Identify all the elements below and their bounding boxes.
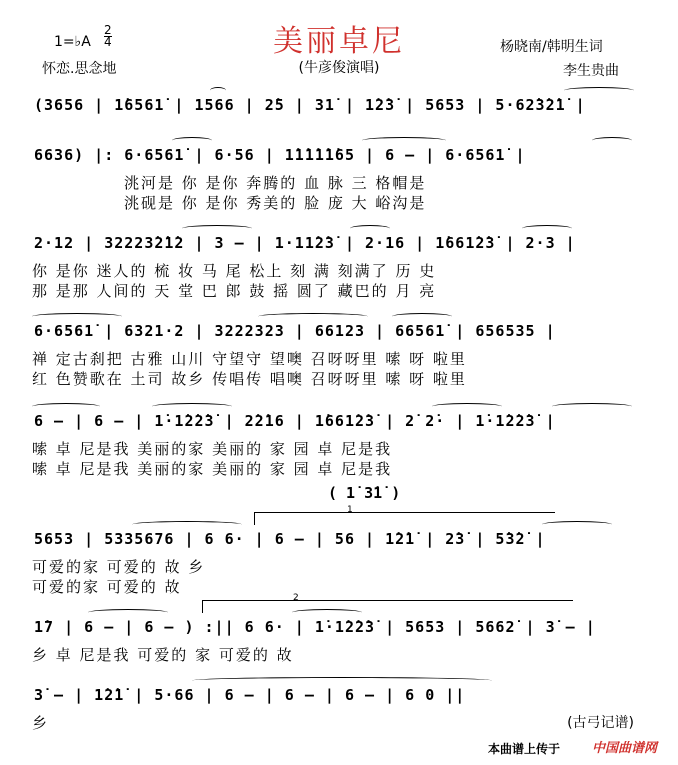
slur (522, 225, 572, 232)
slur (432, 403, 502, 410)
notes: 6·6561̇ | 6321·2 | 3222323 | 66123 | 66561̇ | 656535 | (34, 322, 556, 340)
slur (88, 609, 168, 616)
notes: 6 – | 6 – | 1̇·1̇2̇2̇3̇ | 2̇2̇16 | 1̇661̇2̇3̇ | 2̇ 2̇· | 1̇·1̇2̇2̇3̇ | (34, 412, 556, 430)
expression-mark: 怀恋.思念地 (42, 61, 117, 77)
slur (172, 137, 212, 144)
slur (362, 137, 446, 144)
slur (258, 313, 368, 320)
notes: 6636) |: 6·6561̇ | 6·56 | 1̇1̇1̇1̇1̇65 | 6 – | 6·6561̇ | (34, 146, 526, 164)
lyric-verse-2: 嗦 卓 尼是我 美丽的家 美丽的 家 园 卓 尼是我 (32, 460, 393, 478)
volta-number: 1 (347, 505, 353, 515)
lyric-verse-2: 那 是那 人间的 天 堂 巴 郎 鼓 摇 圆了 藏巴的 月 亮 (32, 282, 437, 300)
transcriber-note: (古弓记谱) (567, 715, 634, 731)
lyricist-credit: 杨晓南/韩明生词 (500, 39, 603, 55)
slur (392, 313, 452, 320)
slur (350, 225, 390, 232)
notation-line (32, 618, 646, 642)
lyric-verse-1: 乡 卓 尼是我 可爱的 家 可爱的 故 (32, 646, 294, 664)
slur (564, 87, 634, 94)
notes: 5653 | 5335676 | 6 6· | 6 – | 56 | 1̇2̇1̇ | 2̇3̇ | 5̇3̇2̇ | (34, 530, 546, 548)
slur (542, 521, 612, 528)
lyric-verse-1: 可爱的家 可爱的 故 乡 (32, 558, 206, 576)
site-logo[interactable]: 中国曲谱网 (592, 741, 658, 756)
volta-bracket-2 (202, 593, 573, 613)
notation-line (32, 412, 646, 436)
lyric-verse-2: 洮砚是 你 是你 秀美的 脸 庞 大 峪沟是 (124, 194, 427, 212)
slur (152, 403, 232, 410)
notes: (3656 | 1̇6561̇ | 1566 | 2̇5 | 31̇ | 1̇2̇3̇ | 5653 | 5·62̇3̇2̇1̇ | (34, 96, 586, 114)
lyric-verse-2: 可爱的家 可爱的 故 (32, 578, 182, 596)
upload-note: 本曲谱上传于 (488, 742, 561, 756)
volta-number: 2 (293, 593, 299, 603)
meter-bottom: 4 (104, 35, 112, 49)
singer-credit: (牛彦俊演唱) (298, 60, 380, 76)
time-signature (104, 25, 112, 48)
slur (132, 521, 242, 528)
notation-line (32, 322, 646, 346)
lyric-verse-1: 嗦 卓 尼是我 美丽的家 美丽的 家 园 卓 尼是我 (32, 440, 393, 458)
slur (32, 313, 122, 320)
notation-line (32, 234, 646, 258)
notation-line (32, 146, 646, 170)
meter-top: 2 (104, 23, 112, 37)
lyric-verse-1: 禅 定古刹把 古雅 山川 守望守 望噢 召呀呀里 嗦 呀 啦里 (32, 350, 467, 368)
composer-credit: 李生贵曲 (563, 63, 619, 79)
slur (552, 403, 632, 410)
lyric-verse-1: 洮河是 你 是你 奔腾的 血 脉 三 格帽是 (124, 174, 427, 192)
lyric-verse-1: 乡 (32, 714, 50, 732)
notation-line (32, 686, 646, 710)
slur (32, 403, 100, 410)
lyric-verse-1: 你 是你 迷人的 梳 妆 马 尾 松上 刻 满 刻满了 历 史 (32, 262, 437, 280)
slur (592, 137, 632, 144)
key-signature: 1=♭A (54, 34, 91, 50)
song-title: 美丽卓尼 (273, 24, 405, 59)
optional-notes: ( 1̇ 3̇1̇ ) (328, 484, 401, 502)
slur (292, 609, 362, 616)
slur (192, 677, 492, 684)
volta-bracket-1 (254, 505, 555, 525)
lyric-verse-2: 红 色赞歌在 土司 故乡 传唱传 唱噢 召呀呀里 嗦 呀 啦里 (32, 370, 467, 388)
slur (182, 225, 252, 232)
notes: 1̇7 | 6 – | 6 – ) :|| 6 6· | 1̇·1̇2̇2̇3̇ | 5653 | 5662̇ | 3̇ – | (34, 618, 596, 636)
slur (210, 87, 226, 94)
notation-line (32, 530, 646, 554)
notation-line (32, 96, 646, 120)
notes: 2·12 | 32223̇2̇1̇2 | 3 – | 1·11̇2̇3̇ | 2·16 | 1̇661̇2̇3̇ | 2·3 | (34, 234, 576, 252)
notes: 3̇ – | 1̇2̇1̇ | 5·66 | 6 – | 6 – | 6 – | 6 0 || (34, 686, 466, 704)
